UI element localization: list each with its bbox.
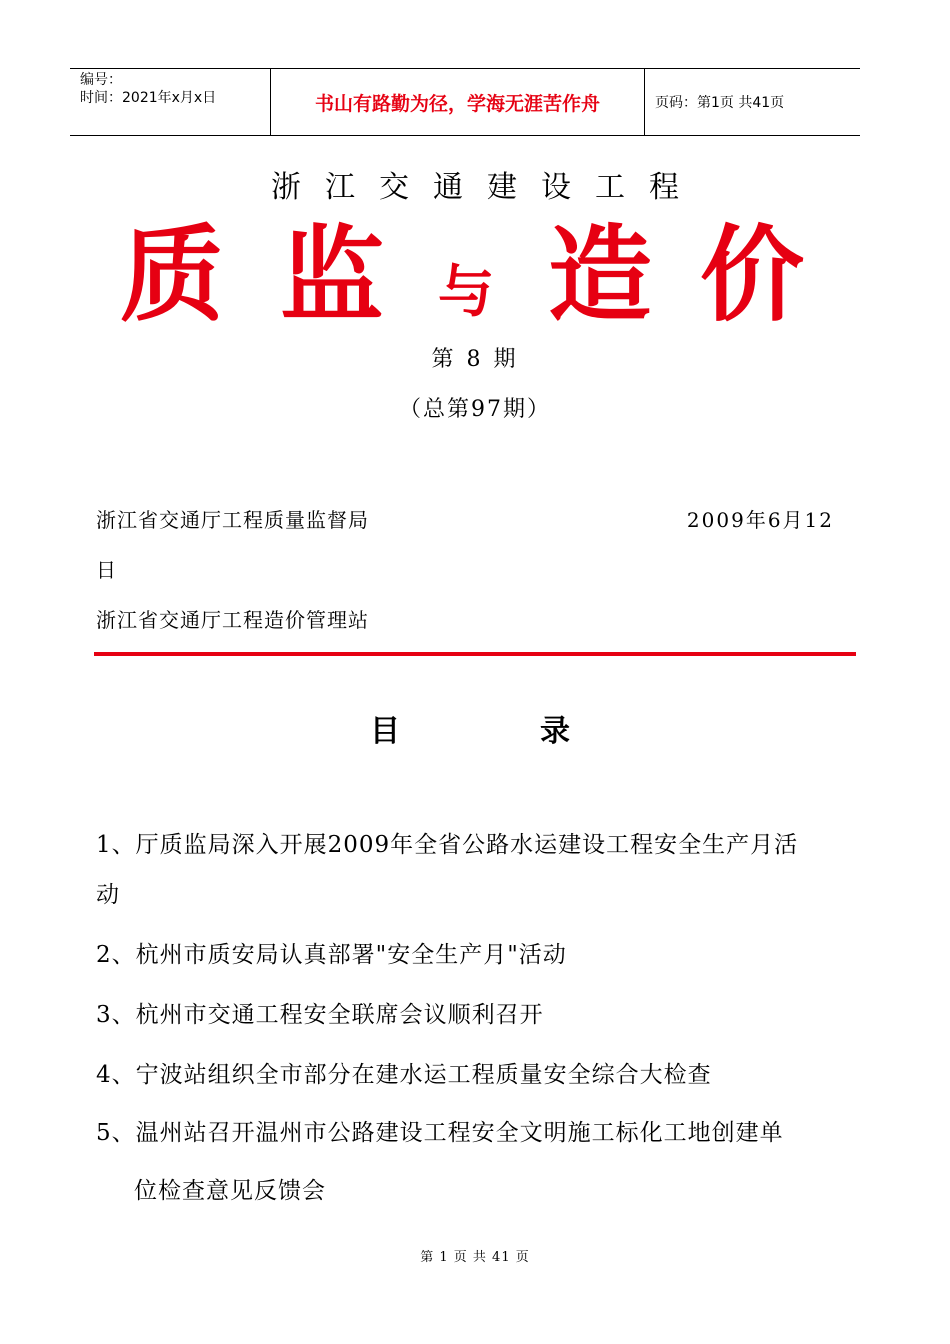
title-char-2: 监 [280, 214, 385, 336]
toc-title-right: 录 [540, 714, 570, 749]
page-info: 页码：第1页 共41页 [655, 95, 785, 111]
toc-item-line: 4、宁波站组织全市部分在建水运工程质量安全综合大检查 [96, 1062, 712, 1088]
toc-item-1 [96, 830, 846, 910]
publisher-org-1: 浙江省交通厅工程质量监督局 [96, 508, 369, 532]
title-char-3: 与 [438, 260, 494, 325]
toc-title [370, 706, 570, 750]
header-page-cell [645, 69, 860, 135]
toc-item-3 [96, 1000, 846, 1030]
toc-item-line: 2、杭州市质安局认真部署"安全生产月"活动 [96, 942, 567, 968]
page-header [70, 68, 860, 136]
toc-item-5 [96, 1118, 846, 1206]
toc-item-line: 动 [96, 882, 120, 908]
masthead-title [120, 210, 820, 340]
masthead-subtitle: 浙江交通建设工程 [271, 170, 703, 205]
motto-text: 书山有路勤为径，学海无涯苦作舟 [314, 92, 600, 115]
toc-item-line: 5、温州站召开温州市公路建设工程安全文明施工标化工地创建单 [96, 1120, 784, 1146]
title-char-5: 价 [700, 214, 805, 336]
header-meta-cell [70, 69, 271, 135]
publisher-org-2: 浙江省交通厅工程造价管理站 [96, 608, 369, 632]
toc-item-4 [96, 1060, 846, 1090]
red-divider [94, 652, 856, 656]
title-char-4: 造 [548, 214, 653, 336]
toc-item-2 [96, 940, 846, 970]
page-footer: 第 1 页 共 41 页 [420, 1250, 530, 1265]
issue-number: 第 8 期 [431, 347, 519, 372]
toc-item-line: 位检查意见反馈会 [134, 1178, 326, 1204]
issue-total: （总第97期） [399, 397, 551, 422]
publish-date: 2009年6月12 [686, 508, 834, 532]
publish-date-tail: 日 [96, 558, 117, 582]
number-label: 编号： [80, 72, 122, 88]
toc-item-line: 1、厅质监局深入开展2009年全省公路水运建设工程安全生产月活 [96, 832, 799, 858]
time-label: 时间：2021年x月x日 [80, 90, 217, 106]
header-motto-cell [271, 69, 645, 135]
title-char-1: 质 [120, 214, 225, 336]
toc-title-left: 目 [370, 714, 400, 749]
toc-item-line: 3、杭州市交通工程安全联席会议顺利召开 [96, 1002, 544, 1028]
